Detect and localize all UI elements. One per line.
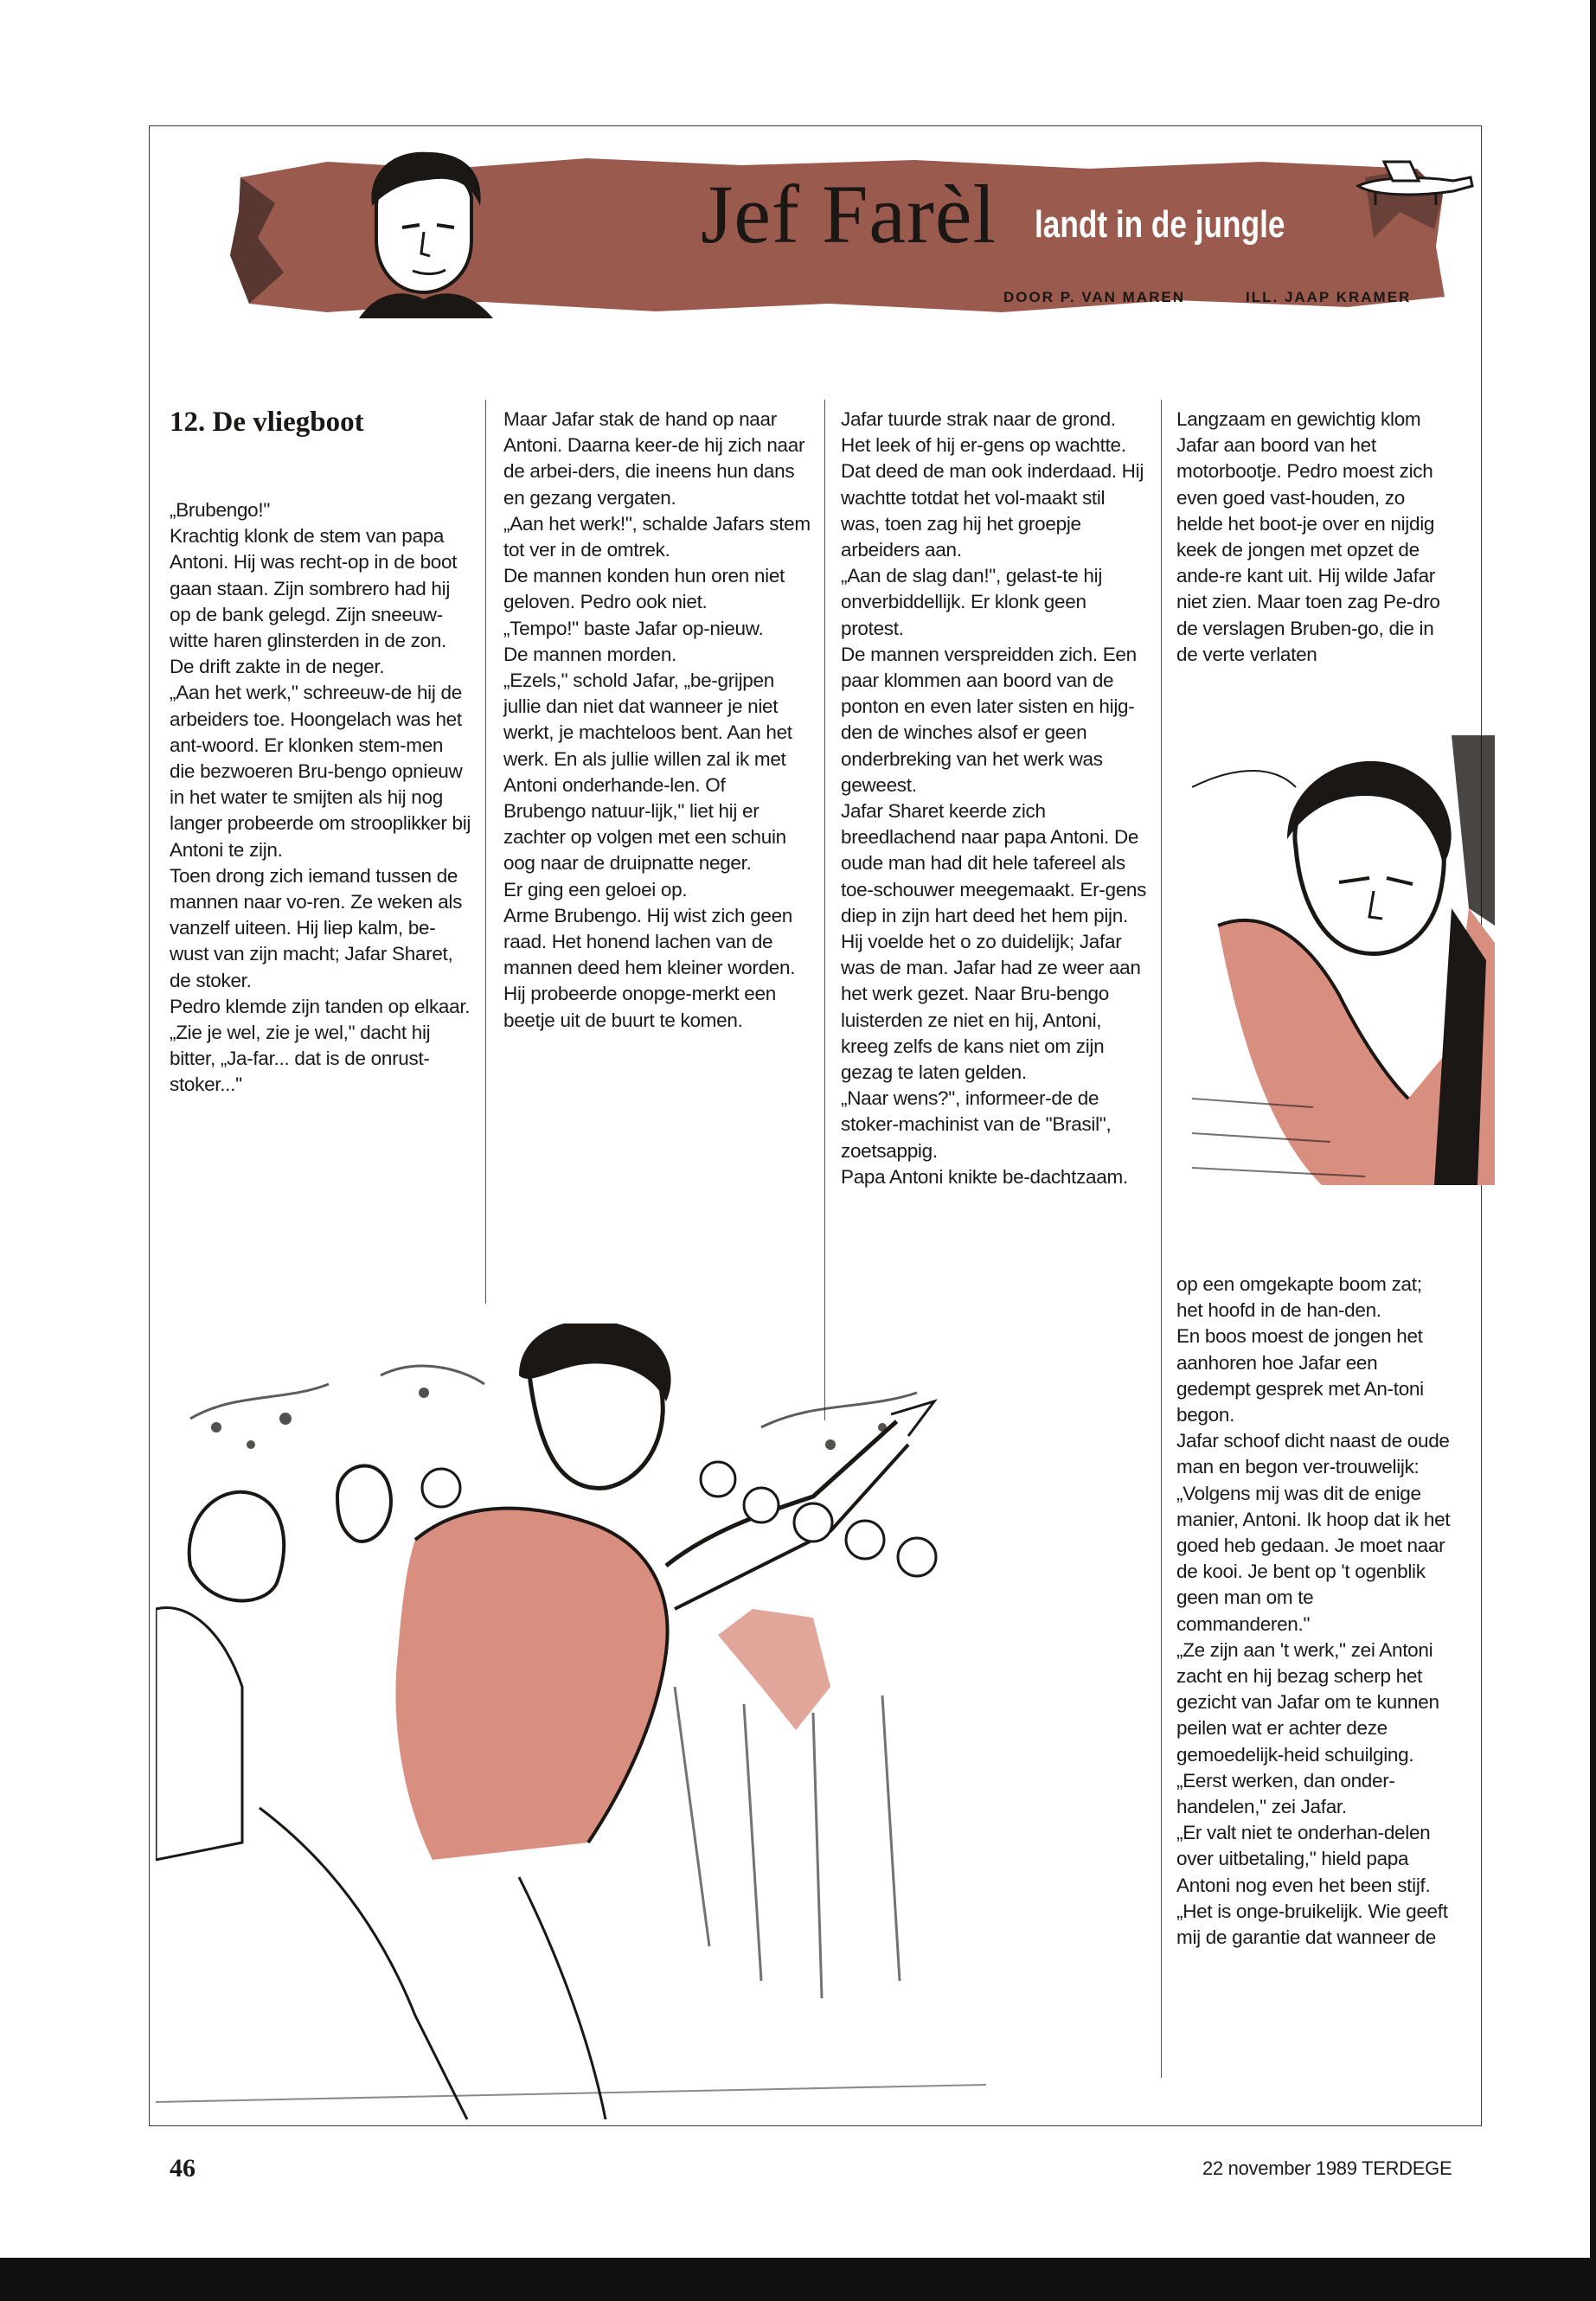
page-number: 46 [170,2154,195,2182]
chapter-title: 12. De vliegboot [170,407,364,438]
column-divider [485,400,486,1304]
column-1-text: „Brubengo!" Krachtig klonk de stem van papa Antoni. Hij was recht-op in de boot gaan staan. Zijn sombrero had hij op de bank gelegd. Zijn sneeuw-witte haren glinsterden in de zon. De drift zakte in de neger. „Aan het werk," schreeuw-de hij de arbeiders toe. Hoongelach was het ant-woord. Er klonken stem-men die bezwoeren Bru-bengo opnieuw in het water te smijten als hij nog langer probeerde om strooplikker bij Antoni te zijn. Toen drong zich iemand tussen de mannen naar vo-ren. Ze weken als vanzelf uiteen. Hij liep kalm, be-wust van zijn macht; Jafar Sharet, de stoker. Pedro klemde zijn tanden op elkaar. „Zie je wel, zie je wel," dacht hij bitter, „Ja-far... dat is de onrust-stoker..." [170,499,471,1096]
text-column-3 [841,407,1149,1190]
column-divider [824,400,825,1420]
series-title: Jef Farèl [701,168,997,260]
text-column-2 [503,407,811,1034]
author-credit: DOOR P. VAN MAREN [1003,289,1186,305]
scan-edge-bottom [0,2258,1596,2301]
hero-portrait-illustration [342,145,506,318]
issue-info: 22 november 1989 TERDEGE [1202,2157,1452,2179]
text-column-1 [170,497,472,1099]
column-divider [1161,400,1162,2078]
illustrator-credit: ILL. JAAP KRAMER [1246,289,1412,305]
jafar-workers-illustration [156,1324,986,2128]
flying-boat-icon [1349,151,1479,221]
scan-edge-right [1590,0,1596,2301]
column-2-text: Maar Jafar stak de hand op naar Antoni. Daarna keer-de hij zich naar de arbei-ders, die ineens hun dans en gezang vergaten. „Aan het werk!", schalde Jafars stem tot ver in de omtrek. De mannen konden hun oren niet geloven. Pedro ook niet. „Tempo!" baste Jafar op-nieuw. De mannen morden. „Ezels," schold Jafar, „be-grijpen jullie dan niet dat wanneer je niet werkt, je machteloos bent. Aan het werk. En als jullie willen zal ik met Antoni onderhande-len. Of Brubengo natuur-lijk," liet hij er zachter op volgen met een schuin oog naar de druipnatte neger. Er ging een geloei op. Arme Brubengo. Hij wist zich geen raad. Het honend lachen van de mannen deed hem kleiner worden. Hij probeerde onopge-merkt een beetje uit de buurt te komen. [503,408,811,1031]
text-column-4-bottom [1176,1272,1452,1951]
column-4-top-text: Langzaam en gewichtig klom Jafar aan boord van het motorbootje. Pedro moest zich even goed vast-houden, zo helde het boot-je over en nijdig keek de jongen met opzet de ande-re kant uit. Hij wilde Jafar niet zien. Maar toen zag Pe-dro de verslagen Bruben-go, die in de verte verlaten [1176,408,1440,665]
text-column-4-top [1176,407,1452,668]
column-3-text: Jafar tuurde strak naar de grond. Het leek of hij er-gens op wachtte. Dat deed de man ook inderdaad. Hij wachtte totdat het vol-maakt stil was, toen zag hij het groepje arbeiders aan. „Aan de slag dan!", gelast-te hij onverbiddellijk. Er klonk geen protest. De mannen verspreidden zich. Een paar klommen aan boord van de ponton en even later sisten en hijg-den de winches alsof er geen onderbreking van het werk was geweest. Jafar Sharet keerde zich breedlachend naar papa Antoni. De oude man had dit hele tafereel als toe-schouwer meegemaakt. Er-gens diep in zijn hart deed het hem pijn. Hij voelde het o zo duidelijk; Jafar was de man. Jafar had ze weer aan het werk gezet. Naar Bru-bengo luisterden ze niet en hij, Antoni, kreeg zelfs de kans niet om zijn gezag te laten gelden. „Naar wens?", informeer-de de stoker-machinist van de "Brasil", zoetsappig. Papa Antoni knikte be-dachtzaam. [841,408,1147,1188]
series-subtitle: landt in de jungle [1035,203,1285,246]
column-4-bottom-text: op een omgekapte boom zat; het hoofd in de han-den. En boos moest de jongen het aanhoren hoe Jafar een gedempt gesprek met An-toni begon. Jafar schoof dicht naast de oude man en begon ver-trouwelijk: „Volgens mij was dit de enige manier, Antoni. Ik hoop dat ik het goed heb gedaan. Je moet naar de kooi. Je bent op 't ogenblik geen man om te commanderen." „Ze zijn aan 't werk," zei Antoni zacht en hij bezag scherp het gezicht van Jafar om te kunnen peilen wat er achter deze gemoedelijk-heid schuilging. „Eerst werken, dan onder-handelen," zei Jafar. „Er valt niet te onderhan-delen over uitbetaling," hield papa Antoni nog even het been stijf. „Het is onge-bruikelijk. Wie geeft mij de garantie dat wanneer de [1176,1273,1451,1949]
brubengo-sitting-illustration [1192,735,1495,1254]
